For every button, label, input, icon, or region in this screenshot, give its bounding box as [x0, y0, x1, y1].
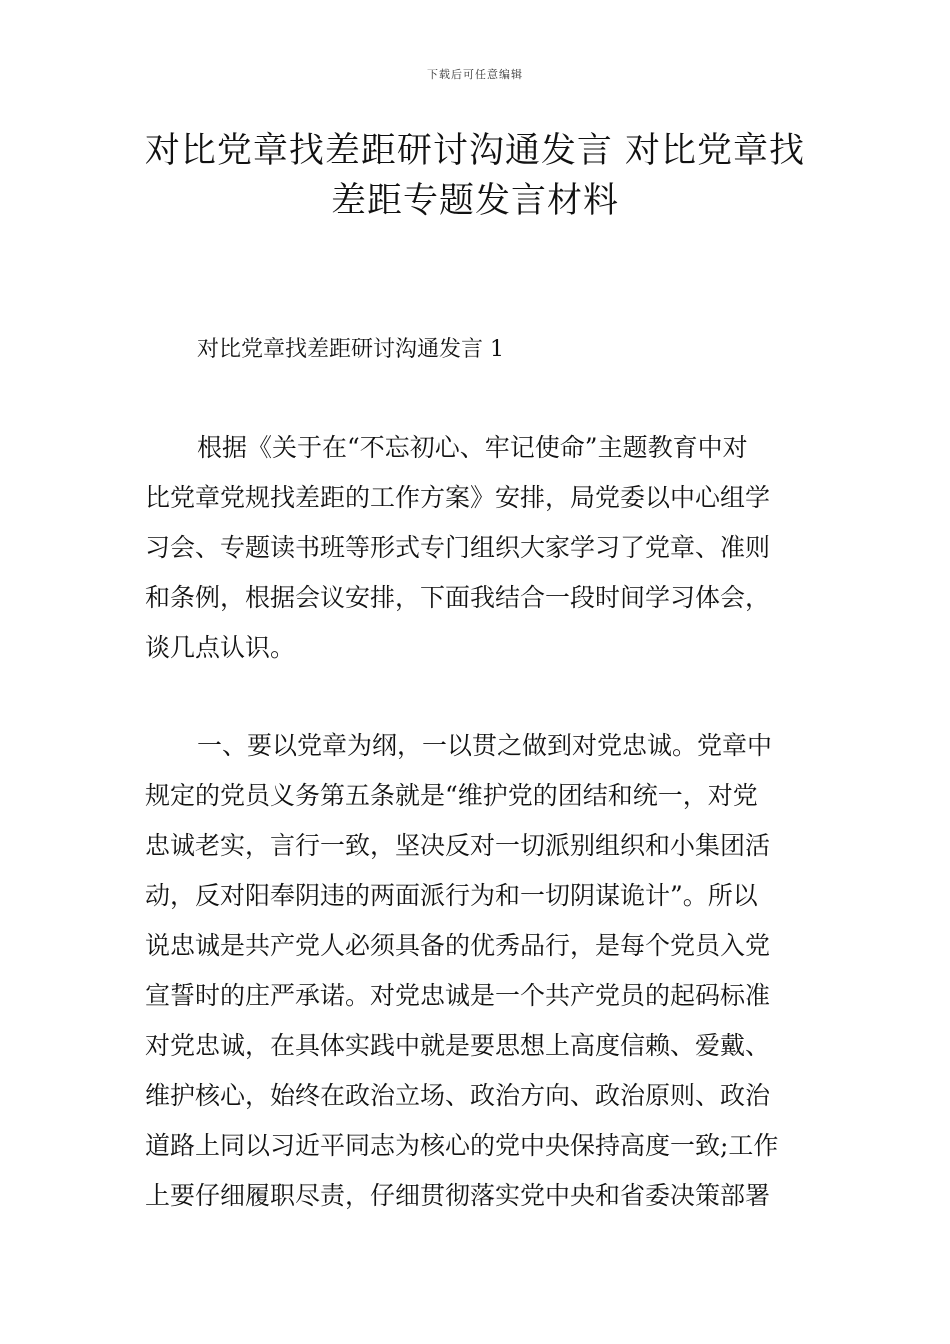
paragraph-line: 道路上同以习近平同志为核心的党中央保持高度一致;工作 [145, 1131, 779, 1160]
paragraph-2 [145, 721, 810, 1221]
paragraph-line: 规定的党员义务第五条就是“维护党的团结和统一，对党 [145, 781, 758, 810]
header-note: 下载后可任意编辑 [427, 68, 523, 81]
paragraph-line: 习会、专题读书班等形式专门组织大家学习了党章、准则 [145, 533, 771, 562]
document-title [130, 126, 820, 226]
paragraph-1 [145, 423, 810, 673]
document-title-line-2: 差距专题发言材料 [330, 181, 619, 221]
paragraph-line: 宣誓时的庄严承诺。对党忠诚是一个共产党员的起码标准 [145, 981, 771, 1010]
paragraph-line: 谈几点认识。 [145, 633, 296, 662]
section-heading: 对比党章找差距研讨沟通发言 1 [197, 337, 504, 362]
paragraph-line: 根据《关于在“不忘初心、牢记使命”主题教育中对 [197, 433, 748, 462]
paragraph-line: 上要仔细履职尽责，仔细贯彻落实党中央和省委决策部署 [145, 1181, 771, 1210]
paragraph-line: 忠诚老实，言行一致，坚决反对一切派别组织和小集团活 [145, 831, 771, 860]
paragraph-line: 一、要以党章为纲，一以贯之做到对党忠诚。党章中 [197, 731, 773, 760]
paragraph-line: 对党忠诚，在具体实践中就是要思想上高度信赖、爱戴、 [145, 1031, 771, 1060]
paragraph-line: 动，反对阳奉阴违的两面派行为和一切阴谋诡计”。所以 [145, 881, 758, 910]
paragraph-line: 比党章党规找差距的工作方案》安排，局党委以中心组学 [145, 483, 771, 512]
document-title-line-1: 对比党章找差距研讨沟通发言 对比党章找 [144, 131, 806, 171]
paragraph-line: 和条例，根据会议安排，下面我结合一段时间学习体会， [145, 583, 771, 612]
paragraph-line: 说忠诚是共产党人必须具备的优秀品行，是每个党员入党 [145, 931, 771, 960]
paragraph-line: 维护核心，始终在政治立场、政治方向、政治原则、政治 [145, 1081, 771, 1110]
